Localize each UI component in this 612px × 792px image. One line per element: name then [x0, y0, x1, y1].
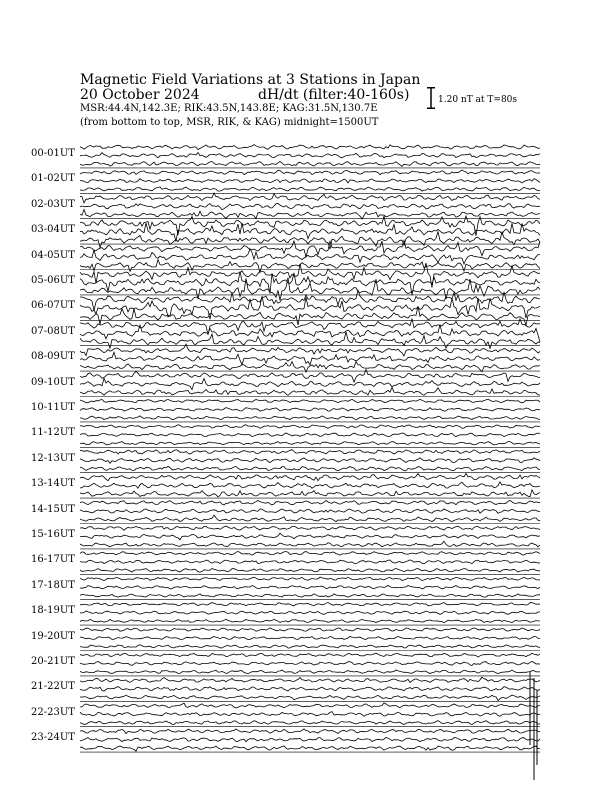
trace-msr	[80, 193, 540, 203]
trace-kag	[80, 645, 540, 648]
station-coordinates: MSR:44.4N,142.3E; RIK:43.5N,143.8E; KAG:31.5N,130.7E	[80, 103, 378, 114]
trace-kag	[80, 466, 540, 470]
trace-kag	[80, 387, 540, 395]
trace-kag	[80, 515, 540, 522]
trace-rik	[80, 687, 540, 691]
trace-msr	[80, 628, 540, 631]
trace-msr	[80, 473, 540, 480]
hour-label: 04-05UT	[31, 249, 75, 261]
hour-label: 05-06UT	[31, 275, 75, 286]
trace-kag	[80, 260, 540, 273]
trace-rik	[80, 585, 540, 589]
trace-rik	[80, 249, 540, 264]
chart-title: Magnetic Field Variations at 3 Stations in Japan	[80, 72, 421, 88]
trace-msr	[80, 729, 540, 734]
hour-label: 22-23UT	[31, 706, 75, 718]
hour-label: 11-12UT	[31, 427, 75, 439]
trace-msr	[80, 370, 540, 382]
trace-msr	[80, 450, 540, 455]
hour-label: 16-17UT	[31, 554, 75, 566]
trace-kag	[80, 619, 540, 623]
hour-label: 19-20UT	[31, 630, 75, 642]
hour-label: 06-07UT	[31, 300, 75, 312]
trace-msr	[80, 526, 540, 530]
trace-rik	[80, 712, 540, 717]
hour-label: 07-08UT	[31, 325, 75, 337]
trace-kag	[80, 162, 540, 167]
trace-kag	[80, 541, 540, 547]
trace-msr	[80, 170, 540, 175]
trace-kag	[80, 442, 540, 445]
scale-label: 1.20 nT at T=80s	[438, 95, 518, 105]
trace-rik	[80, 611, 540, 614]
hour-label: 08-09UT	[31, 351, 75, 363]
trace-msr	[80, 399, 540, 403]
trace-kag	[80, 416, 540, 420]
trace-rik	[80, 738, 540, 742]
trace-msr	[80, 602, 540, 606]
trace-rik	[80, 408, 540, 412]
chart-quantity: dH/dt (filter:40-160s)	[258, 87, 410, 103]
trace-rik	[80, 662, 540, 666]
trace-kag	[80, 721, 540, 725]
trace-rik	[80, 203, 540, 209]
trace-kag	[80, 594, 540, 597]
trace-msr	[80, 145, 540, 150]
trace-rik	[80, 153, 540, 158]
trace-msr	[80, 677, 540, 682]
trace-kag	[80, 362, 540, 373]
hour-label: 09-10UT	[31, 376, 75, 388]
trace-msr	[80, 551, 540, 555]
trace-msr	[80, 240, 540, 257]
trace-rik	[80, 533, 540, 540]
hour-label: 13-14UT	[31, 478, 75, 490]
hour-label: 23-24UT	[31, 732, 75, 744]
trace-rik	[80, 179, 540, 183]
trace-kag	[80, 187, 540, 191]
chart-date: 20 October 2024	[80, 87, 200, 103]
trace-kag	[80, 490, 540, 497]
trace-msr	[80, 703, 540, 708]
trace-rik	[80, 509, 540, 513]
trace-msr	[80, 319, 540, 335]
trace-rik	[80, 352, 540, 365]
trace-rik	[80, 636, 540, 639]
trace-kag	[80, 569, 540, 573]
hour-label: 01-02UT	[31, 173, 75, 185]
trace-kag	[80, 210, 540, 220]
trace-msr	[80, 425, 540, 429]
hour-label: 00-01UT	[31, 148, 75, 159]
trace-rik	[80, 378, 540, 389]
trace-msr	[80, 653, 540, 657]
trace-rik	[80, 560, 540, 564]
hour-label: 03-04UT	[31, 224, 75, 236]
hour-label: 18-19UT	[31, 605, 75, 617]
trace-msr	[80, 290, 540, 310]
hour-label: 20-21UT	[31, 656, 75, 667]
hour-label: 10-11UT	[31, 402, 75, 413]
hour-label: 12-13UT	[31, 452, 75, 464]
trace-msr	[80, 500, 540, 505]
trace-msr	[80, 577, 540, 581]
hour-label: 15-16UT	[31, 529, 75, 540]
hour-label: 17-18UT	[31, 579, 75, 591]
station-order-note: (from bottom to top, MSR, RIK, & KAG) midnight=1500UT	[80, 117, 379, 128]
hour-label: 02-03UT	[31, 198, 75, 210]
trace-rik	[80, 433, 540, 437]
trace-kag	[80, 746, 540, 751]
trace-kag	[80, 695, 540, 700]
trace-rik	[80, 325, 540, 342]
hour-label: 14-15UT	[31, 503, 75, 515]
trace-kag	[80, 670, 540, 674]
trace-rik	[80, 482, 540, 488]
trace-rik	[80, 458, 540, 464]
hour-label: 21-22UT	[31, 681, 75, 693]
